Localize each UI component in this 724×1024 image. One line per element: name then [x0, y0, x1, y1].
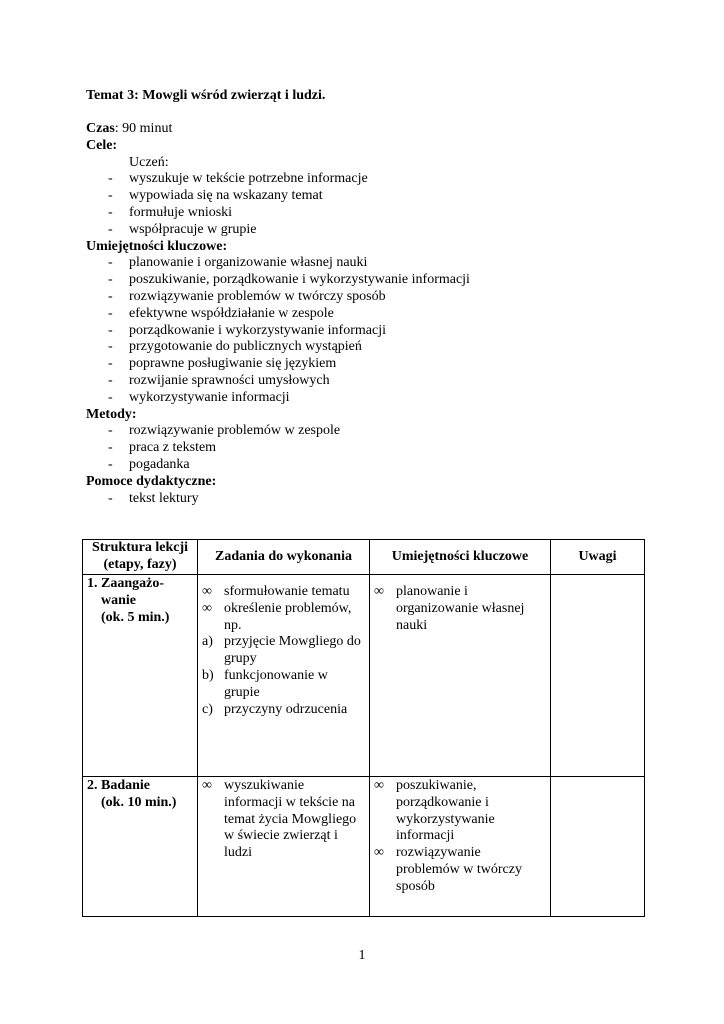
list-item: - rozwijanie sprawności umysłowych [108, 372, 330, 388]
list-item: ∞ poszukiwanie, porządkowanie i wykorzystywanie informacji [374, 778, 495, 844]
table-row [83, 777, 645, 917]
time-value: : 90 minut [114, 121, 173, 136]
list-item: - planowanie i organizowanie własnej nauki [108, 255, 368, 271]
list-item: a) przyjęcie Mowgliego do grupy [202, 634, 361, 667]
lesson-structure-table [82, 539, 645, 917]
column-header: Umiejętności kluczowe [370, 540, 551, 575]
list-item: - rozwiązywanie problemów w twórczy sposób [108, 288, 386, 304]
list-item: ∞ sformułowanie tematu [202, 584, 350, 599]
list-item: - wypowiada się na wskazany temat [108, 188, 323, 204]
tasks-cell [198, 575, 370, 777]
column-header: Uwagi [551, 540, 645, 575]
list-item: - wyszukuje w tekście potrzebne informacje [108, 171, 368, 187]
table-header-row [83, 540, 645, 575]
list-item: - tekst lektury [108, 490, 199, 506]
list-item: ∞ wyszukiwanie informacji w tekście na temat życia Mowgliego w świecie zwierząt i ludzi [202, 778, 357, 861]
notes-cell [551, 575, 645, 777]
goals-intro: Uczeń: [129, 154, 169, 170]
goals-label: Cele: [86, 137, 118, 153]
list-item: - przygotowanie do publicznych wystąpień [108, 339, 362, 355]
list-item: b) funkcjonowanie w grupie [202, 667, 328, 700]
list-item: ∞ planowanie i organizowanie własnej nauki [374, 584, 525, 633]
table-row [83, 575, 645, 777]
list-item: - porządkowanie i wykorzystywanie informacji [108, 322, 386, 338]
list-item: ∞ określenie problemów, np. [202, 600, 352, 633]
stage-cell: 1. Zaangażo- wanie (ok. 5 min.) [83, 575, 198, 777]
list-item: - poprawne posługiwanie się językiem [108, 356, 337, 372]
time-label: Czas [86, 121, 115, 136]
list-item: - efektywne współdziałanie w zespole [108, 305, 334, 321]
list-item: - poszukiwanie, porządkowanie i wykorzystywanie informacji [108, 272, 470, 288]
list-item: - pogadanka [108, 456, 190, 472]
lesson-metadata [86, 121, 646, 507]
aids-label: Pomoce dydaktyczne: [86, 473, 217, 489]
stage-cell: 2. Badanie (ok. 10 min.) [83, 777, 198, 917]
column-header: Zadania do wykonania [198, 540, 370, 575]
skills-cell [370, 777, 551, 917]
notes-cell [551, 777, 645, 917]
time-row [86, 121, 646, 138]
list-item: - formułuje wnioski [108, 204, 233, 220]
list-item: c) przyczyny odrzucenia [202, 701, 348, 717]
list-item: - wykorzystywanie informacji [108, 389, 290, 405]
skills-cell [370, 575, 551, 777]
page-number: 1 [358, 948, 366, 963]
tasks-cell [198, 777, 370, 917]
page-title: Temat 3: Mowgli wśród zwierząt i ludzi. [86, 88, 326, 103]
column-header: Struktura lekcji (etapy, fazy) [83, 540, 198, 575]
skills-label: Umiejętności kluczowe: [86, 238, 228, 254]
methods-label: Metody: [86, 406, 137, 422]
list-item: - praca z tekstem [108, 440, 217, 456]
list-item: - rozwiązywanie problemów w zespole [108, 423, 341, 439]
list-item: - współpracuje w grupie [108, 221, 257, 237]
list-item: ∞ rozwiązywanie problemów w twórczy sposób [374, 845, 522, 894]
